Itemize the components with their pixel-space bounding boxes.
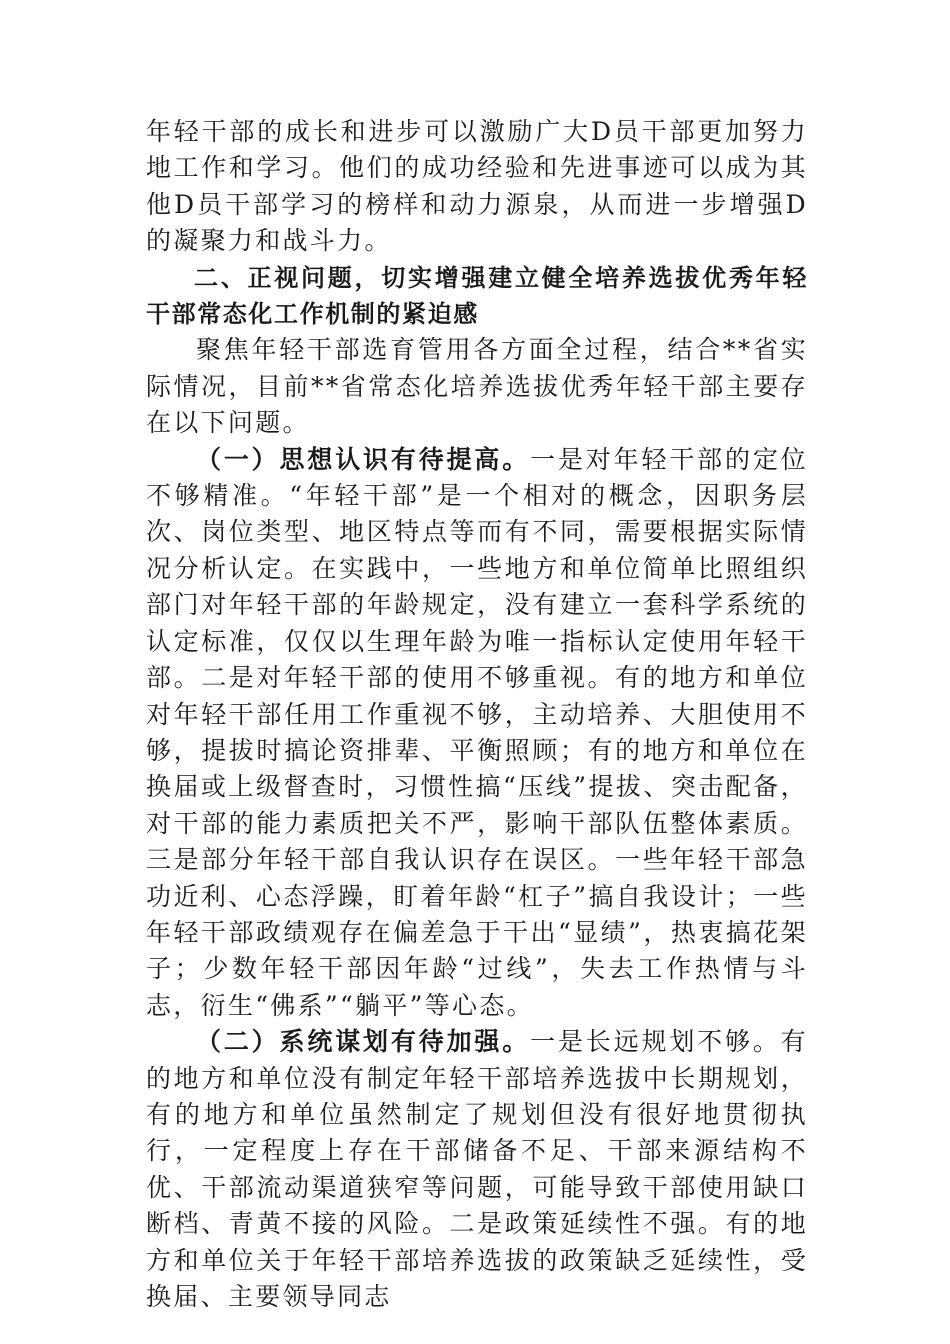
item-two-heading: （二）系统谋划有待加强。 [196, 1027, 531, 1057]
item-one-body: 一是对年轻干部的定位不够精准。“年轻干部”是一个相对的概念，因职务层次、岗位类型、地区特点等而有不同，需要根据实际情况分析认定。在实践中，一些地方和单位简单比照组织部门对年轻干部的年龄规定，没有建立一套科学系统的认定标准，仅仅以生理年龄为唯一指标认定使用年轻干部。二是对年轻干部的使用不够重视。有的地方和单位对年轻干部任用工作重视不够，主动培养、大胆使用不够，提拔时搞论资排辈、平衡照顾；有的地方和单位在换届或上级督查时，习惯性搞“压线”提拔、突击配备，对干部的能力素质把关不严，影响干部队伍整体素质。三是部分年轻干部自我认识存在误区。一些年轻干部急功近利、心态浮躁，盯着年龄“杠子”搞自我设计；一些年轻干部政绩观存在偏差急于干出“显绩”，热衷搞花架子；少数年轻干部因年龄“过线”，失去工作热情与斗志，衍生“佛系”“躺平”等心态。 [146, 444, 808, 1020]
item-two-body: 一是长远规划不够。有的地方和单位没有制定年轻干部培养选拔中长期规划，有的地方和单位虽然制定了规划但没有很好地贯彻执行，一定程度上存在干部储备不足、干部来源结构不优、干部流动渠道狭窄等问题，可能导致干部使用缺口断档、青黄不接的风险。二是政策延续性不强。有的地方和单位关于年轻干部培养选拔的政策缺乏延续性，受换届、主要领导同志 [146, 1027, 808, 1311]
document-page [146, 114, 808, 1315]
item-two-paragraph [146, 1024, 808, 1315]
section-heading: 二、正视问题，切实增强建立健全培养选拔优秀年轻干部常态化工作机制的紧迫感 [146, 263, 808, 329]
body-paragraph: 年轻干部的成长和进步可以激励广大D员干部更加努力地工作和学习。他们的成功经验和先进事迹可以成为其他D员干部学习的榜样和动力源泉，从而进一步增强D的凝聚力和战斗力。 [146, 117, 808, 256]
item-one-paragraph [146, 442, 808, 1025]
intro-paragraph: 聚焦年轻干部选育管用各方面全过程，结合**省实际情况，目前**省常态化培养选拔优秀年轻干部主要存在以下问题。 [146, 335, 808, 438]
item-one-heading: （一）思想认识有待提高。 [196, 444, 531, 474]
